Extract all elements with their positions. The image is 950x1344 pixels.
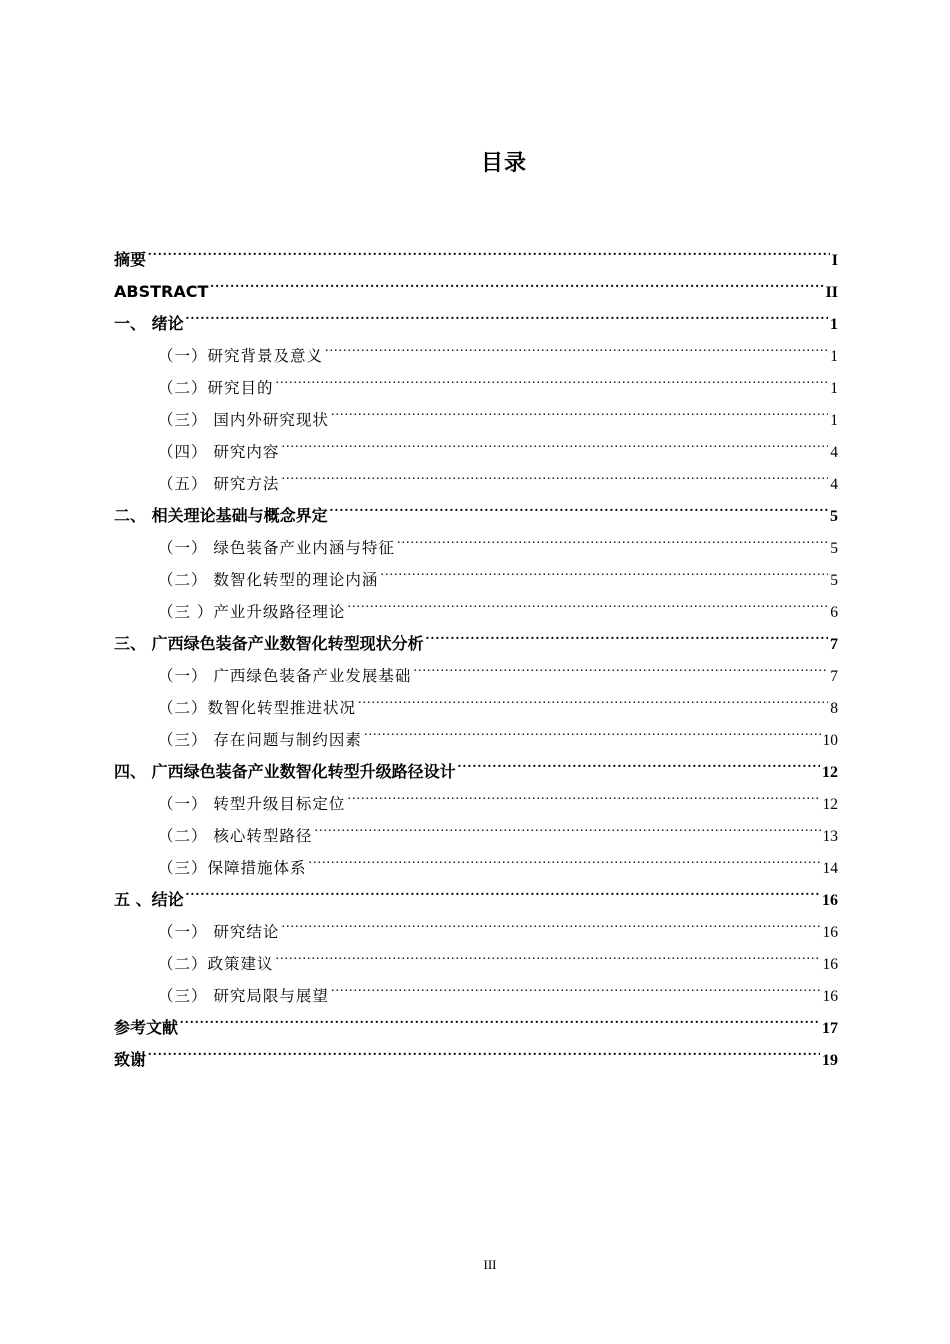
toc-entry-title: （五） 研究方法 (158, 475, 280, 493)
dot-leader (325, 329, 828, 361)
dot-leader (458, 745, 820, 777)
dot-leader (281, 905, 820, 937)
dot-leader (347, 777, 820, 809)
dot-leader (380, 553, 828, 585)
toc-entry-page: 19 (822, 1052, 838, 1069)
dot-leader (281, 425, 828, 457)
toc-entry-page: 16 (822, 924, 838, 941)
toc-entry-page: 7 (830, 668, 838, 685)
toc-entry-page: 4 (830, 476, 838, 493)
dot-leader (358, 681, 828, 713)
toc-entry-title: （三） 研究局限与展望 (158, 987, 329, 1005)
toc-entry-page: 5 (830, 508, 838, 525)
dot-leader (426, 617, 828, 649)
toc-entry-title: （二） 核心转型路径 (158, 827, 313, 845)
toc-entry-page: 5 (830, 540, 838, 557)
dot-leader (148, 233, 830, 265)
toc-entry-title: 四、 广西绿色装备产业数智化转型升级路径设计 (114, 762, 456, 781)
toc-entry-title: 三、 广西绿色装备产业数智化转型现状分析 (114, 634, 424, 653)
dot-leader (186, 297, 828, 329)
toc-entry-abstract-cn[interactable] (114, 233, 838, 269)
toc-entry-title: （四） 研究内容 (158, 443, 280, 461)
toc-entry-title: （一）研究背景及意义 (158, 347, 324, 365)
toc-entry-page: 1 (830, 348, 838, 365)
toc-entry-chapter-5[interactable] (114, 873, 838, 909)
toc-entry-title: （一） 转型升级目标定位 (158, 795, 346, 813)
dot-leader (331, 969, 821, 1001)
dot-leader (331, 393, 828, 425)
toc-entry-title: 参考文献 (114, 1018, 179, 1037)
toc-entry-title: 致谢 (114, 1050, 147, 1069)
dot-leader (281, 457, 828, 489)
toc-entry-title: （一） 广西绿色装备产业发展基础 (158, 667, 412, 685)
toc-entry-title: 二、 相关理论基础与概念界定 (114, 506, 328, 525)
toc-entry-title: （二）数智化转型推进状况 (158, 699, 357, 717)
dot-leader (276, 361, 829, 393)
toc-entry-page: 6 (830, 604, 838, 621)
toc-entry-page: II (825, 284, 838, 301)
toc-entry-page: 1 (830, 380, 838, 397)
dot-leader (186, 873, 820, 905)
toc-entry-page: 16 (822, 892, 838, 909)
toc-entry-title: 一、 绪论 (114, 314, 184, 333)
toc-entry-title: 五 、结论 (114, 890, 184, 909)
dot-leader (413, 649, 828, 681)
toc-entry-page: 12 (822, 796, 838, 813)
toc-entry-chapter-1[interactable] (114, 297, 838, 333)
dot-leader (210, 265, 823, 297)
page-title: 目录 (480, 151, 527, 176)
dot-leader (397, 521, 828, 553)
toc-entry-page: I (831, 252, 838, 269)
toc-entry-title: （二） 数智化转型的理论内涵 (158, 571, 379, 589)
toc-entry-page: 10 (822, 732, 838, 749)
toc-entry-title: ABSTRACT (114, 282, 209, 301)
toc-entry-page: 14 (822, 860, 838, 877)
toc-entry-5-1[interactable] (114, 905, 838, 941)
toc-entry-page: 13 (822, 828, 838, 845)
page-number: III (483, 1257, 497, 1272)
toc-entry-page: 7 (830, 636, 838, 653)
dot-leader (330, 489, 828, 521)
toc-entry-acknowledgements[interactable] (114, 1033, 838, 1069)
dot-leader (180, 1001, 820, 1033)
toc-entry-page: 1 (830, 316, 838, 333)
toc-entry-title: （三） 国内外研究现状 (158, 411, 329, 429)
toc-entry-page: 17 (822, 1020, 838, 1037)
toc-entry-page: 5 (830, 572, 838, 589)
toc-entry-title: （三 ）产业升级路径理论 (158, 603, 346, 621)
toc-entry-title: （二）研究目的 (158, 379, 274, 397)
toc-entry-1-1[interactable] (114, 329, 838, 365)
dot-leader (276, 937, 821, 969)
toc-entry-page: 16 (822, 956, 838, 973)
dot-leader (309, 841, 821, 873)
dot-leader (364, 713, 821, 745)
toc-entry-page: 4 (830, 444, 838, 461)
table-of-contents (114, 233, 838, 1069)
toc-entry-page: 8 (830, 700, 838, 717)
toc-entry-title: （二）政策建议 (158, 955, 274, 973)
toc-entry-title: （一） 研究结论 (158, 923, 280, 941)
toc-entry-abstract-en[interactable] (114, 265, 838, 301)
toc-entry-title: 摘要 (114, 250, 147, 269)
toc-entry-page: 1 (830, 412, 838, 429)
toc-entry-title: （三） 存在问题与制约因素 (158, 731, 362, 749)
toc-entry-title: （三）保障措施体系 (158, 859, 307, 877)
dot-leader (314, 809, 820, 841)
dot-leader (347, 585, 828, 617)
toc-entry-page: 12 (822, 764, 838, 781)
dot-leader (148, 1033, 820, 1065)
toc-entry-references[interactable] (114, 1001, 838, 1037)
toc-entry-page: 16 (822, 988, 838, 1005)
toc-entry-title: （一） 绿色装备产业内涵与特征 (158, 539, 395, 557)
